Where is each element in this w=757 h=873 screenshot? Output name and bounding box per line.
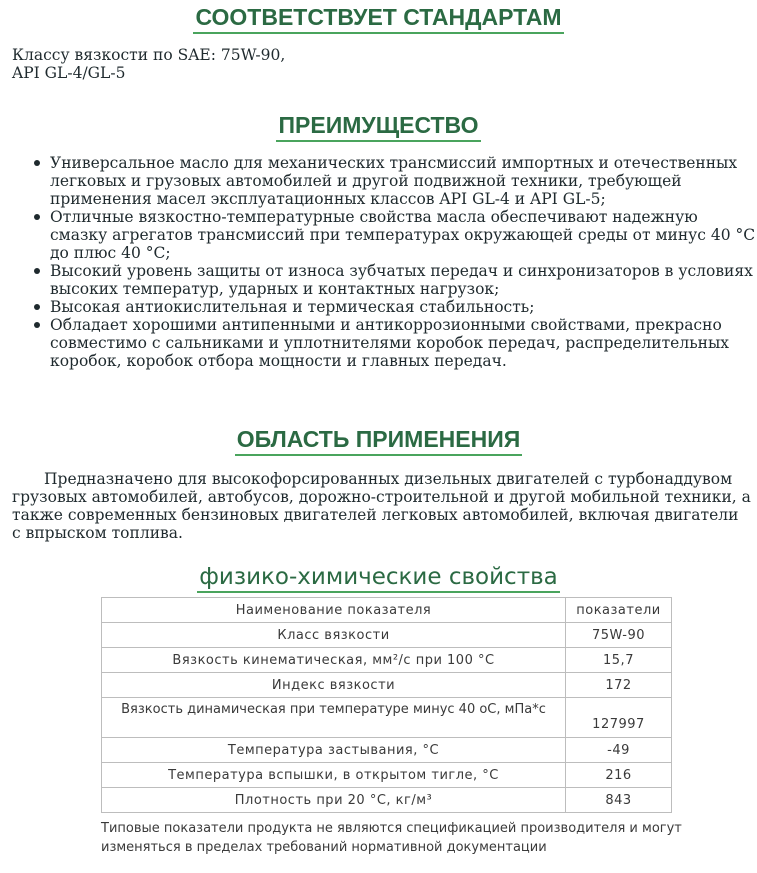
list-item-text: Универсальное масло для механических трансмиссий импортных и отечественных легковых и грузовых автомобилей и другой подвижной техники, требующей применения масел эксплуатационных классов API GL-4 и API GL-5; <box>50 154 738 208</box>
properties-title: физико-химические свойства <box>197 564 560 593</box>
standards-line: API GL-4/GL-5 <box>12 64 126 82</box>
standards-line: Классу вязкости по SAE: 75W-90, <box>12 46 286 64</box>
property-value: -49 <box>566 738 672 763</box>
property-value: 127997 <box>566 698 672 738</box>
list-item <box>12 262 757 298</box>
column-header-value: показатели <box>566 598 672 623</box>
property-name: Вязкость кинематическая, мм²/с при 100 °С <box>102 648 566 673</box>
table-row <box>102 763 672 788</box>
list-item <box>12 316 757 370</box>
bullet-icon <box>34 214 40 220</box>
application-heading <box>0 426 757 456</box>
table-row <box>102 698 672 738</box>
properties-heading <box>0 564 757 593</box>
table-row <box>102 788 672 813</box>
advantages-list <box>12 154 757 370</box>
property-name: Плотность при 20 °С, кг/м³ <box>102 788 566 813</box>
list-item-text: Высокая антиокислительная и термическая стабильность; <box>50 298 535 316</box>
property-name: Индекс вязкости <box>102 673 566 698</box>
bullet-icon <box>34 160 40 166</box>
list-item-text: Обладает хорошими антипенными и антикоррозионными свойствами, прекрасно совместимо с сальниками и уплотнителями коробок передач, распределительных коробок, коробок отбора мощности и главных передач. <box>50 316 730 370</box>
property-name: Температура застывания, °С <box>102 738 566 763</box>
bullet-icon <box>34 322 40 328</box>
column-header-name: Наименование показателя <box>102 598 566 623</box>
property-name: Вязкость динамическая при температуре минус 40 оС, мПа*с <box>102 698 566 738</box>
table-row <box>102 648 672 673</box>
property-name: Класс вязкости <box>102 623 566 648</box>
standards-text <box>12 46 285 82</box>
bullet-icon <box>34 268 40 274</box>
application-title: ОБЛАСТЬ ПРИМЕНЕНИЯ <box>235 426 523 456</box>
property-value: 843 <box>566 788 672 813</box>
list-item <box>12 154 757 208</box>
table-row <box>102 738 672 763</box>
standards-title: СООТВЕТСТВУЕТ СТАНДАРТАМ <box>193 4 563 34</box>
list-item-text: Отличные вязкостно-температурные свойства масла обеспечивают надежную смазку агрегатов трансмиссий при температурах окружающей среды от минус 40 °С до плюс 40 °С; <box>50 208 756 262</box>
property-value: 15,7 <box>566 648 672 673</box>
advantages-heading <box>0 112 757 142</box>
table-header-row <box>102 598 672 623</box>
advantages-title: ПРЕИМУЩЕСТВО <box>276 112 480 142</box>
property-value: 216 <box>566 763 672 788</box>
table-row <box>102 673 672 698</box>
standards-heading <box>0 4 757 34</box>
properties-table <box>101 597 672 813</box>
property-value: 75W-90 <box>566 623 672 648</box>
list-item-text: Высокий уровень защиты от износа зубчатых передач и синхронизаторов в условиях высоких температур, ударных и контактных нагрузок; <box>50 262 753 298</box>
table-row <box>102 623 672 648</box>
disclaimer-note: Типовые показатели продукта не являются спецификацией производителя и могут изменяться в пределах требований нормативной документации <box>101 821 682 855</box>
application-text: Предназначено для высокофорсированных дизельных двигателей с турбонаддувом грузовых автомобилей, автобусов, дорожно-строительной и другой мобильной техники, а также современных бензиновых двигателей легковых автомобилей, включая двигатели с впрыском топлива. <box>12 470 751 542</box>
property-value: 172 <box>566 673 672 698</box>
list-item <box>12 208 757 262</box>
bullet-icon <box>34 304 40 310</box>
list-item <box>12 298 757 316</box>
property-name: Температура вспышки, в открытом тигле, °С <box>102 763 566 788</box>
